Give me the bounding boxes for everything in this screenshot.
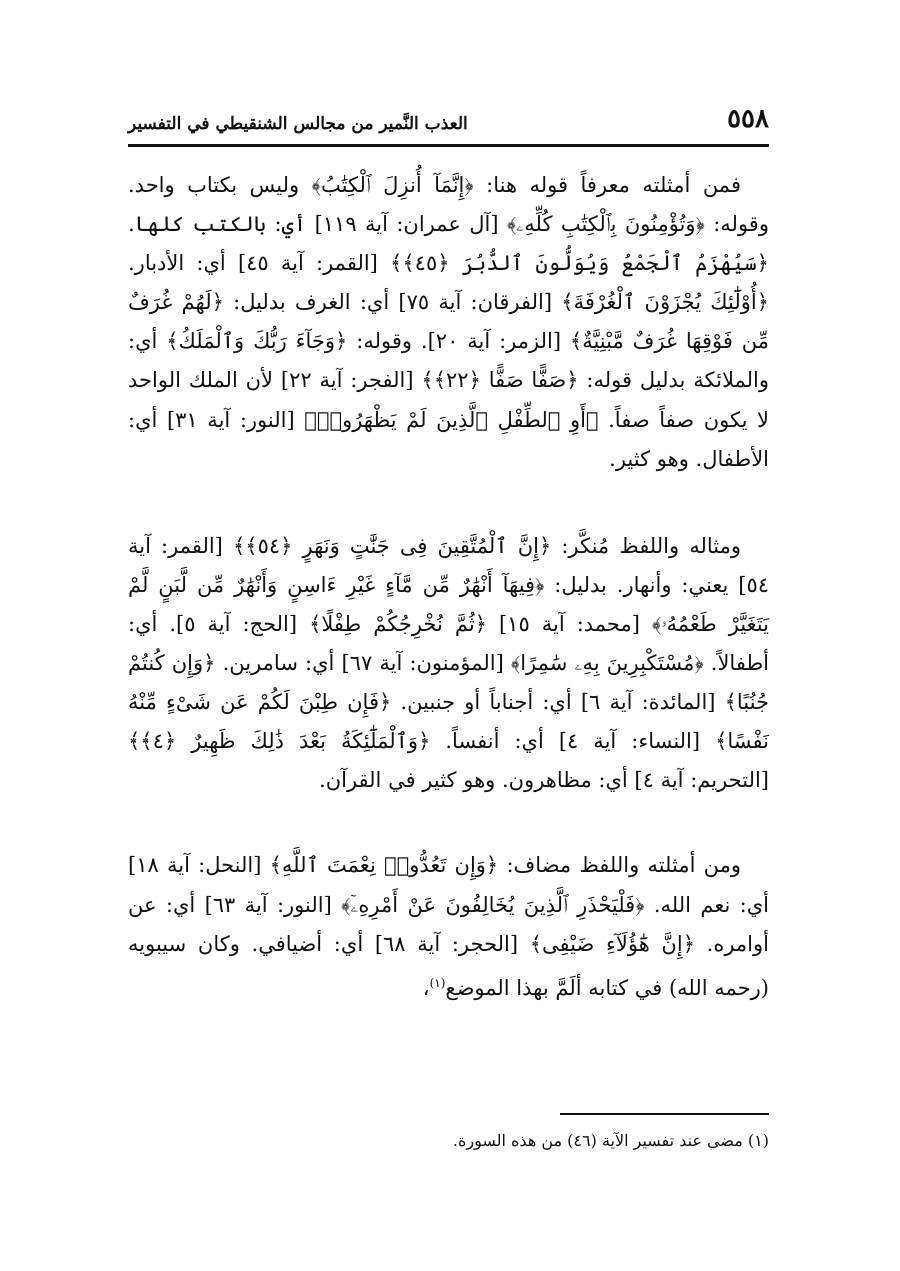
running-header — [128, 100, 769, 134]
paragraph-text: ومن أمثلته واللفظ مضاف: ﴿وَإِن تَعُدُّوا۟ نِعْمَتَ ٱللَّهِ﴾ [النحل: آية ١٨] أي: نعم الله. ﴿فَلْيَحْذَرِ ٱلَّذِينَ يُخَالِفُونَ عَنْ أَمْرِهِۦٓ﴾ [النور: آية ٦٣] أي: عن أوامره. ﴿إِنَّ هَٰٓؤُلَآءِ ضَيْفِى﴾ [الحجر: آية ٦٨] أي: أضيافي. وكان سيبويه (رحمه الله) في كتابه ألَمَّ بهذا الموضع — [128, 853, 769, 1000]
paragraph-definite-examples: فمن أمثلته معرفاً قوله هنا: ﴿إِنَّمَآ أُنزِلَ ٱلْكِتَٰبُ﴾ وليس بكتاب واحد. وقوله: ﴿وَتُؤْمِنُونَ بِٱلْكِتَٰبِ كُلِّهِۦ﴾ [آل عمران: آية ١١٩] أي: بالكتب كلها. ﴿سَيُهْزَمُ ٱلْجَمْعُ وَيُوَلُّونَ ٱلدُّبُرَ ﴿٤٥﴾﴾ [القمر: آية ٤٥] أي: الأدبار. ﴿أُوْلَٰٓئِكَ يُجْزَوْنَ ٱلْغُرْفَةَ﴾ [الفرقان: آية ٧٥] أي: الغرف بدليل: ﴿لَهُمْ غُرَفٌ مِّن فَوْقِهَا غُرَفٌ مَّبْنِيَّةٌ﴾ [الزمر: آية ٢٠]. وقوله: ﴿وَجَآءَ رَبُّكَ وَٱلْمَلَكُ﴾ أي: والملائكة بدليل قوله: ﴿صَفًّا صَفًّا ﴿٢٢﴾﴾ [الفجر: آية ٢٢] لأن الملك الواحد لا يكون صفاً صفاً. ﴿أَوِ ٱلطِّفْلِ ٱلَّذِينَ لَمْ يَظْهَرُوا۟﴾ [النور: آية ٣١] أي: الأطفال. وهو كثير. — [128, 173, 770, 471]
footnote: (١) مضى عند تفسير الآية (٤٦) من هذه السورة. — [452, 1131, 769, 1150]
book-title: العذب النَّمير من مجالس الشنقيطي في التفسير — [128, 114, 468, 134]
paragraph-indefinite-examples: ومثاله واللفظ مُنكَّر: ﴿إِنَّ ٱلْمُتَّقِينَ فِى جَنَّٰتٍ وَنَهَرٍ ﴿٥٤﴾﴾ [القمر: آية ٥٤] يعني: وأنهار. بدليل: ﴿فِيهَآ أَنْهَٰرٌ مِّن مَّآءٍ غَيْرِ ءَاسِنٍ وَأَنْهَٰرٌ مِّن لَّبَنٍ لَّمْ يَتَغَيَّرْ طَعْمُهُۥ﴾ [محمد: آية ١٥] ﴿ثُمَّ نُخْرِجُكُمْ طِفْلًا﴾ [الحج: آية ٥]. أي: أطفالاً. ﴿مُسْتَكْبِرِينَ بِهِۦ سَٰمِرًا﴾ [المؤمنون: آية ٦٧] أي: سامرين. ﴿وَإِن كُنتُمْ جُنُبًا﴾ [المائدة: آية ٦] أي: أجناباً أو جنبين. ﴿فَإِن طِبْنَ لَكُمْ عَن شَىْءٍ مِّنْهُ نَفْسًا﴾ [النساء: آية ٤] أي: أنفساً. ﴿وَٱلْمَلَٰٓئِكَةُ بَعْدَ ذَٰلِكَ ظَهِيرٌ ﴿٤﴾﴾ [التحريم: آية ٤] أي: مظاهرون. وهو كثير في القرآن. — [128, 533, 769, 793]
footnote-rule — [560, 1113, 769, 1115]
header-rule — [128, 144, 769, 147]
page-number: ٥٥٨ — [727, 104, 769, 134]
paragraph-construct-examples — [128, 846, 769, 1007]
trailing-comma: ، — [422, 975, 430, 1000]
main-text — [128, 166, 769, 1008]
footnote-reference: (١) — [429, 975, 446, 990]
